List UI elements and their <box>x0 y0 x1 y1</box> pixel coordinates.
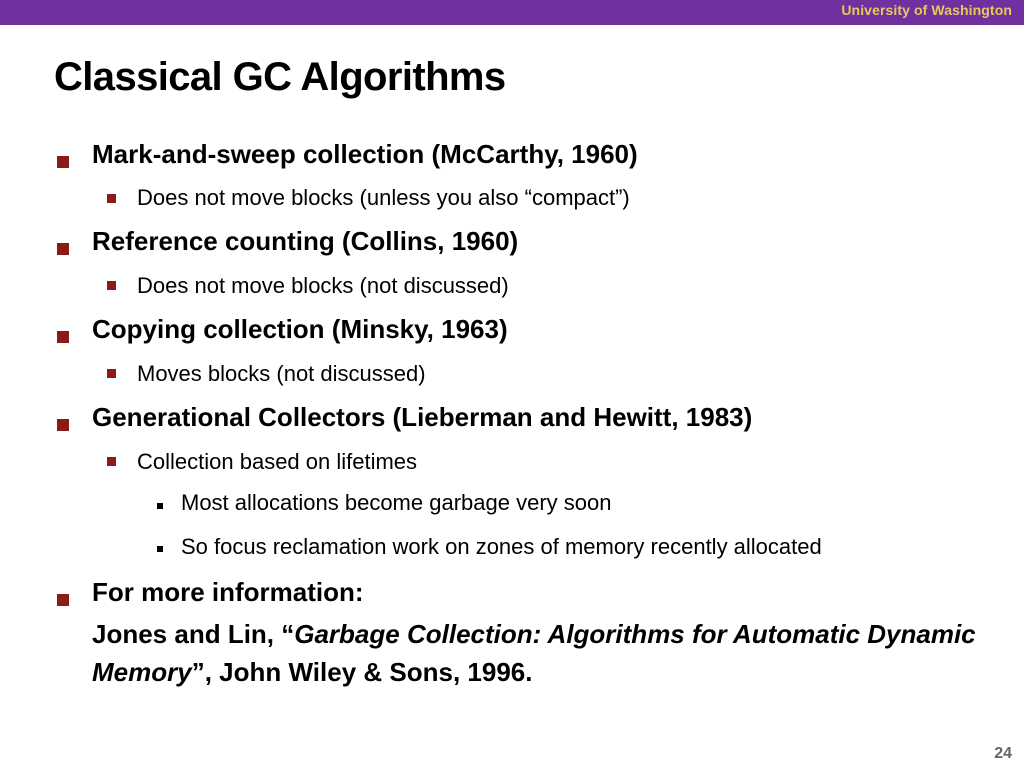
bullet-text: For more information: <box>92 577 364 607</box>
slide-title: Classical GC Algorithms <box>54 55 506 99</box>
reference-citation <box>92 615 992 691</box>
square-bullet-icon <box>107 194 116 203</box>
sub-bullet-text: Does not move blocks (unless you also “compact”) <box>137 185 630 210</box>
header-bar <box>0 0 1024 25</box>
sub-sub-bullet-text: Most allocations become garbage very soon <box>181 490 612 515</box>
square-bullet-icon <box>57 419 69 431</box>
reference-prefix: Jones and Lin, “ <box>92 619 295 649</box>
bullet-text: Generational Collectors (Lieberman and Hewitt, 1983) <box>92 402 753 432</box>
reference-suffix: ”, John Wiley & Sons, 1996. <box>191 657 533 687</box>
square-bullet-icon <box>57 594 69 606</box>
square-bullet-icon <box>107 369 116 378</box>
square-bullet-icon <box>107 457 116 466</box>
institution-name: University of Washington <box>841 2 1012 18</box>
bullet-text: Mark-and-sweep collection (McCarthy, 1960) <box>92 139 638 169</box>
sub-bullet-text: Does not move blocks (not discussed) <box>137 273 509 298</box>
sub-bullet-text: Moves blocks (not discussed) <box>137 361 426 386</box>
book-title: Garbage Collection: Algorithms for Automatic Dynamic Memory <box>92 619 976 687</box>
bullet-text: Reference counting (Collins, 1960) <box>92 226 519 256</box>
square-bullet-icon <box>157 503 163 509</box>
square-bullet-icon <box>107 281 116 290</box>
square-bullet-icon <box>57 243 69 255</box>
bullet-text: Copying collection (Minsky, 1963) <box>92 314 508 344</box>
square-bullet-icon <box>157 546 163 552</box>
square-bullet-icon <box>57 331 69 343</box>
sub-bullet-text: Collection based on lifetimes <box>137 449 418 474</box>
page-number: 24 <box>994 745 1012 762</box>
sub-sub-bullet-text: So focus reclamation work on zones of memory recently allocated <box>181 534 822 559</box>
square-bullet-icon <box>57 156 69 168</box>
